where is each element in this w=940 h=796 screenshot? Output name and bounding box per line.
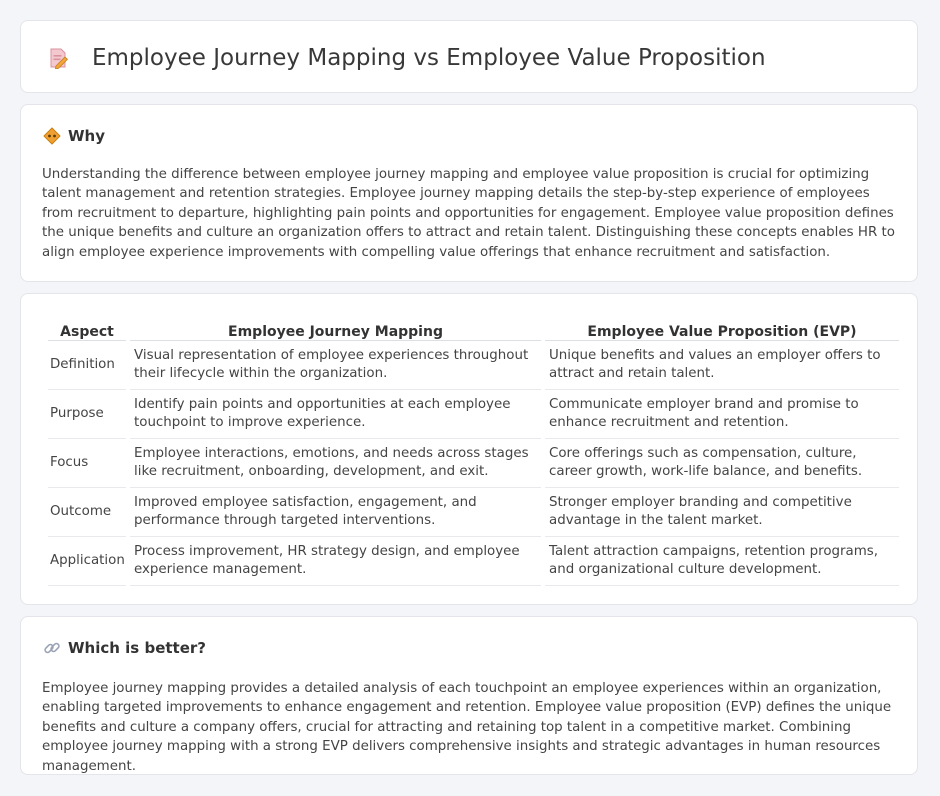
why-text: Understanding the difference between employee journey mapping and employee value proposition is crucial for optimizing talent management and retention strategies. Employee journey mapping details the step-by-step experience of employees from recruitment to departure, highlighting pain points and opportunities for engagement. Employee value proposition defines the unique benefits and culture an organization offers to attract and retain talent. Distinguishing these concepts enables HR to align employee experience improvements with compelling value offerings that enhance recruitment and satisfaction.: [42, 167, 895, 260]
table-row: [48, 439, 899, 488]
column-header-evp: Employee Value Proposition (EVP): [545, 315, 899, 341]
table-header-row: [48, 315, 899, 341]
table-row: [48, 488, 899, 537]
table-row: [48, 537, 899, 586]
journey-mapping-cell: Improved employee satisfaction, engagement, and performance through targeted interventions.: [130, 488, 541, 537]
why-header: [43, 126, 105, 146]
aspect-cell: Outcome: [48, 488, 126, 537]
evp-cell: Communicate employer brand and promise to enhance recruitment and retention.: [545, 390, 899, 439]
column-header-aspect: Aspect: [48, 315, 126, 341]
evp-cell: Stronger employer branding and competitive advantage in the talent market.: [545, 488, 899, 537]
journey-mapping-cell: Employee interactions, emotions, and needs across stages like recruitment, onboarding, development, and exit.: [130, 439, 541, 488]
document-pencil-icon: [47, 47, 69, 69]
aspect-cell: Application: [48, 537, 126, 586]
table-row: [48, 341, 899, 390]
page-title: Employee Journey Mapping vs Employee Value Proposition: [92, 45, 766, 71]
evp-cell: Unique benefits and values an employer offers to attract and retain talent.: [545, 341, 899, 390]
journey-mapping-cell: Visual representation of employee experiences throughout their lifecycle within the organization.: [130, 341, 541, 390]
evp-cell: Talent attraction campaigns, retention programs, and organizational culture development.: [545, 537, 899, 586]
aspect-cell: Purpose: [48, 390, 126, 439]
title-card: [20, 20, 918, 93]
aspect-cell: Focus: [48, 439, 126, 488]
comparison-table-card: [20, 293, 918, 605]
journey-mapping-cell: Identify pain points and opportunities at each employee touchpoint to improve experience.: [130, 390, 541, 439]
why-heading: Why: [68, 127, 106, 145]
table-row: [48, 390, 899, 439]
which-is-better-header: [43, 638, 206, 658]
why-section: [20, 104, 918, 282]
evp-cell: Core offerings such as compensation, culture, career growth, work-life balance, and benefits.: [545, 439, 899, 488]
which-is-better-section: [20, 616, 918, 775]
column-header-journey-mapping: Employee Journey Mapping: [130, 315, 541, 341]
which-is-better-heading: Which is better?: [68, 639, 206, 657]
link-icon: [43, 639, 61, 657]
which-is-better-text: Employee journey mapping provides a detailed analysis of each touchpoint an employee experiences within an organization, enabling targeted improvements to enhance engagement and retention. Employee value proposition (EVP) defines the unique benefits and culture a company offers, crucial for attracting and retaining top talent in a competitive market. Combining employee journey mapping with a strong EVP delivers comprehensive insights and strategic advantages in human resources management.: [42, 681, 892, 774]
diamond-sign-icon: [43, 127, 61, 145]
aspect-cell: Definition: [48, 341, 126, 390]
comparison-table: [44, 315, 903, 586]
journey-mapping-cell: Process improvement, HR strategy design, and employee experience management.: [130, 537, 541, 586]
